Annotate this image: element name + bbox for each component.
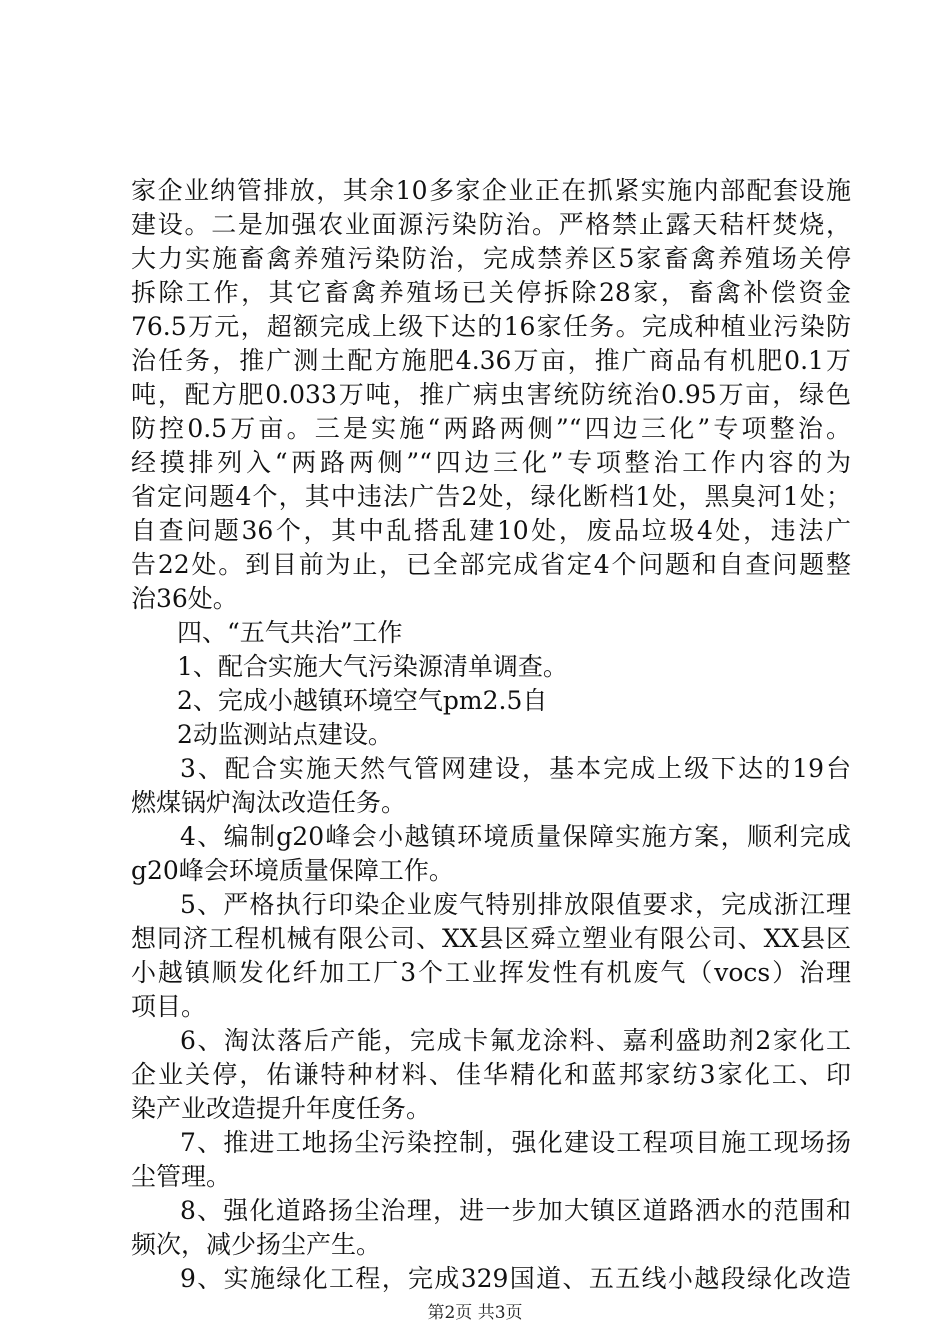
page-number: 第2页 共3页 (427, 1303, 523, 1323)
text-line: 频次，减少扬尘产生。 (131, 1230, 382, 1259)
text-line: 防控0.5万亩。三是实施“两路两侧”“四边三化”专项整治。 (131, 414, 851, 443)
text-line: 想同济工程机械有限公司、XX县区舜立塑业有限公司、XX县区 (131, 924, 851, 953)
list-item: 1、配合实施大气污染源清单调查。 (177, 652, 568, 681)
text-line: 企业关停，佑谦特种材料、佳华精化和蓝邦家纺3家化工、印 (131, 1060, 851, 1089)
text-line: 染产业改造提升年度任务。 (131, 1094, 432, 1123)
text-line: 项目。 (131, 992, 207, 1021)
list-item: 2、完成小越镇环境空气pm2.5自 (177, 686, 548, 715)
text-line: 建设。二是加强农业面源污染防治。严格禁止露天秸杆焚烧， (131, 210, 851, 239)
text-line: g20峰会环境质量保障工作。 (131, 856, 454, 885)
list-item: 7、推进工地扬尘污染控制，强化建设工程项目施工现场扬 (180, 1128, 851, 1157)
list-item: 2动监测站点建设。 (177, 720, 393, 749)
text-line: 省定问题4个，其中违法广告2处，绿化断档1处，黑臭河1处； (131, 482, 851, 511)
text-line: 告22处。到目前为止，已全部完成省定4个问题和自查问题整 (131, 550, 851, 579)
list-item: 3、配合实施天然气管网建设，基本完成上级下达的19台 (180, 754, 851, 783)
list-item: 4、编制g20峰会小越镇环境质量保障实施方案，顺利完成 (180, 822, 851, 851)
section-heading: 四、“五气共治”工作 (177, 618, 403, 647)
text-line: 自查问题36个，其中乱搭乱建10处，废品垃圾4处，违法广 (131, 516, 851, 545)
list-item: 9、实施绿化工程，完成329国道、五五线小越段绿化改造 (180, 1264, 851, 1293)
text-line: 小越镇顺发化纤加工厂3个工业挥发性有机废气（vocs）治理 (131, 958, 851, 987)
text-line: 治36处。 (131, 584, 238, 613)
text-line: 尘管理。 (131, 1162, 232, 1191)
text-line: 治任务，推广测土配方施肥4.36万亩，推广商品有机肥0.1万 (131, 346, 851, 375)
text-line: 拆除工作，其它畜禽养殖场已关停拆除28家，畜禽补偿资金 (131, 278, 851, 307)
list-item: 8、强化道路扬尘治理，进一步加大镇区道路洒水的范围和 (180, 1196, 851, 1225)
list-item: 5、严格执行印染企业废气特别排放限值要求，完成浙江理 (180, 890, 851, 919)
text-line: 家企业纳管排放，其余10多家企业正在抓紧实施内部配套设施 (131, 176, 851, 205)
text-line: 吨，配方肥0.033万吨，推广病虫害统防统治0.95万亩，绿色 (131, 380, 851, 409)
text-line: 大力实施畜禽养殖污染防治，完成禁养区5家畜禽养殖场关停 (131, 244, 851, 273)
text-line: 燃煤锅炉淘汰改造任务。 (131, 788, 407, 817)
text-line: 经摸排列入“两路两侧”“四边三化”专项整治工作内容的为 (131, 448, 851, 477)
text-line: 76.5万元，超额完成上级下达的16家任务。完成种植业污染防 (131, 312, 851, 341)
list-item: 6、淘汰落后产能，完成卡氟龙涂料、嘉利盛助剂2家化工 (180, 1026, 851, 1055)
